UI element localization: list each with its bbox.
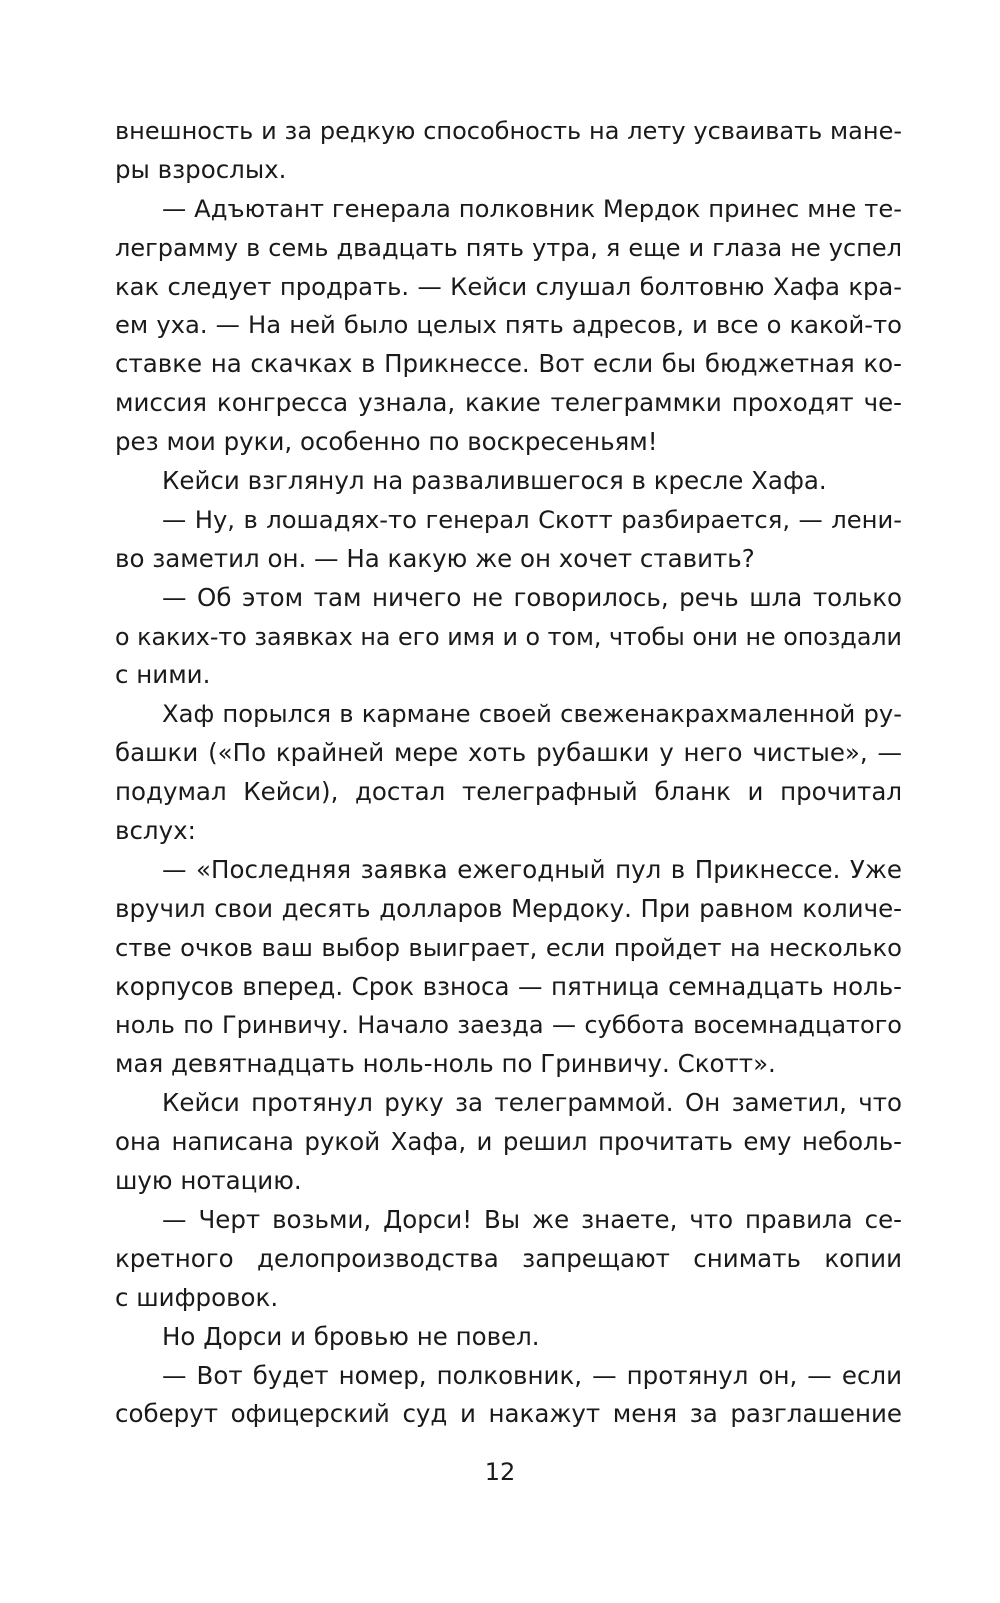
text-line: стве очков ваш выбор выиграет, если пройдет на несколько — [115, 932, 902, 962]
text-line: рез мои руки, особенно по воскресеньям! — [115, 427, 658, 457]
text-line: Кейси протянул руку за телеграммой. Он заметил, что — [162, 1088, 902, 1118]
text-line: Но Дорси и бровью не повел. — [162, 1321, 540, 1351]
text-line: ноль по Гринвичу. Начало заезда — суббота восемнадцатого — [115, 1011, 902, 1040]
text-line: вслух: — [115, 816, 196, 846]
text-line: — Адъютант генерала полковник Мердок принес мне те- — [162, 193, 902, 223]
text-line: с шифровок. — [115, 1282, 279, 1312]
text-line: — Об этом там ничего не говорилось, речь шла только — [162, 582, 902, 612]
text-line: как следует продрать. — Кейси слушал болтовню Хафа кра- — [115, 271, 902, 301]
page-number: 12 — [484, 1458, 516, 1486]
text-line: ем уха. — На ней было целых пять адресов, и все о какой-то — [115, 310, 902, 340]
text-line: во заметил он. — На какую же он хочет ставить? — [115, 543, 755, 573]
text-line: леграмму в семь двадцать пять утра, я еще и глаза не успел — [115, 233, 902, 262]
text-line: с ними. — [115, 660, 211, 690]
text-line: — Вот будет номер, полковник, — протянул он, — если — [162, 1360, 902, 1390]
text-line: подумал Кейси), достал телеграфный бланк и прочитал — [115, 777, 902, 807]
text-line: соберут офицерский суд и накажут меня за разглашение — [115, 1399, 902, 1429]
text-line: она написана рукой Хафа, и решил прочитать ему неболь- — [115, 1127, 902, 1157]
text-line: ры взрослых. — [115, 154, 287, 184]
text-line: Хаф порылся в кармане своей свеженакрахмаленной ру- — [162, 699, 902, 729]
text-line: мая девятнадцать ноль-ноль по Гринвичу. Скотт». — [115, 1049, 776, 1079]
body-text — [115, 112, 902, 1434]
text-line: внешность и за редкую способность на лету усваивать мане- — [115, 117, 902, 145]
text-line: вручил свои десять долларов Мердоку. При равном количе- — [115, 893, 902, 923]
text-line: — Ну, в лошадях-то генерал Скотт разбирается, — лени- — [162, 504, 902, 534]
text-line: ставке на скачках в Прикнессе. Вот если бы бюджетная ко- — [115, 349, 902, 379]
text-line: — Черт возьми, Дорси! Вы же знаете, что правила се- — [162, 1204, 902, 1234]
text-line: корпусов вперед. Срок взноса — пятница семнадцать ноль- — [115, 971, 902, 1001]
text-line: шую нотацию. — [115, 1166, 302, 1196]
text-line: башки («По крайней мере хоть рубашки у него чистые», — — [115, 738, 902, 768]
text-line: кретного делопроизводства запрещают снимать копии — [115, 1243, 902, 1273]
text-line: о каких-то заявках на его имя и о том, чтобы они не опоздали — [115, 622, 902, 651]
text-line: — «Последняя заявка ежегодный пул в Прикнессе. Уже — [162, 854, 902, 884]
text-line: миссия конгресса узнала, какие телеграммки проходят че- — [115, 388, 902, 418]
text-line: Кейси взглянул на развалившегося в кресле Хафа. — [162, 466, 827, 496]
